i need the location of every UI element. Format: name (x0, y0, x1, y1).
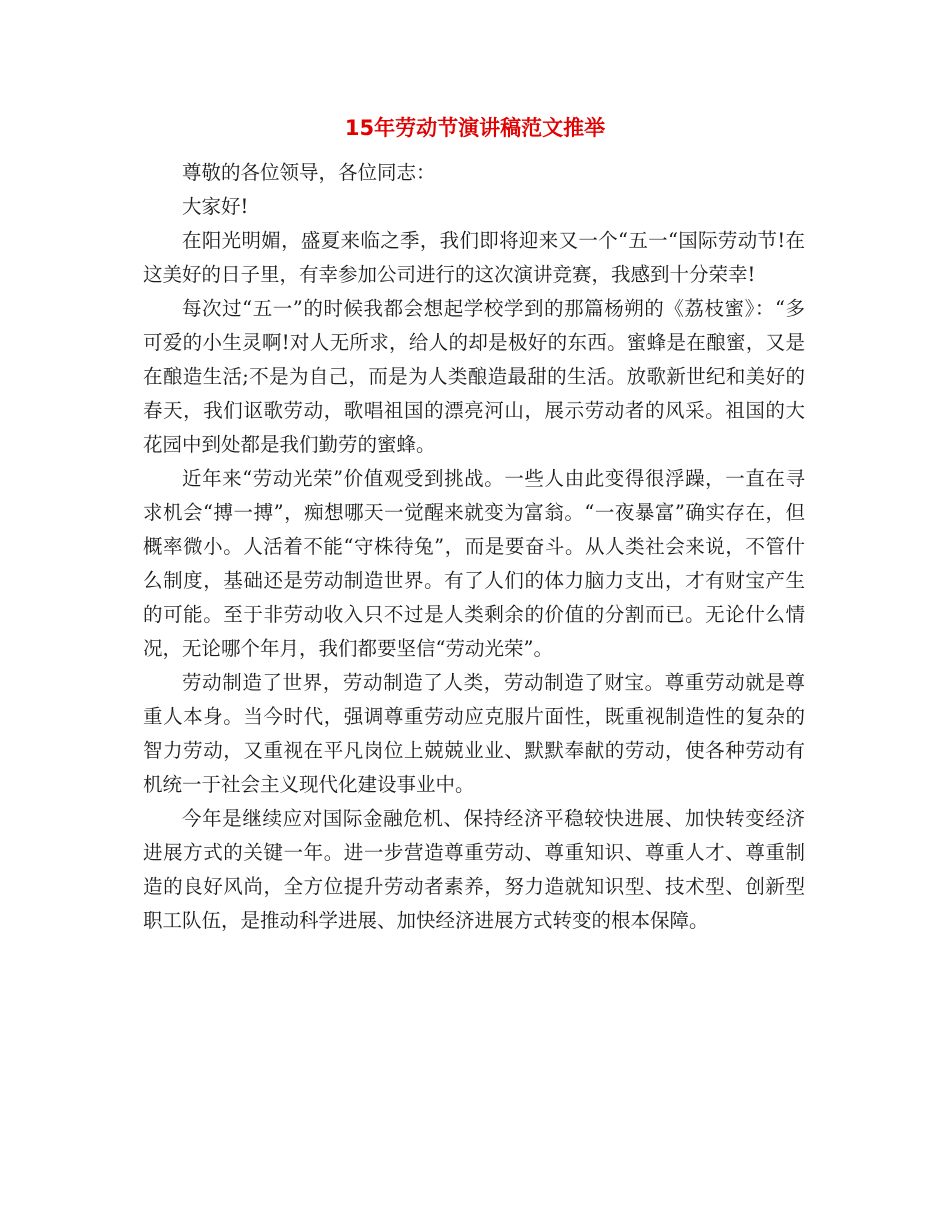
body-paragraph: 每次过“五一”的时候我都会想起学校学到的那篇杨朔的《荔枝蜜》：“多可爱的小生灵啊!对人无所求，给人的却是极好的东西。蜜蜂是在酿蜜，又是在酿造生活;不是为自己，而是为人类酿造最甜的生活。放歌新世纪和美好的春天，我们讴歌劳动，歌唱祖国的漂亮河山，展示劳动者的风采。祖国的大花园中到处都是我们勤劳的蜜蜂。 (143, 297, 805, 456)
body-paragraph: 劳动制造了世界，劳动制造了人类，劳动制造了财宝。尊重劳动就是尊重人本身。当今时代，强调尊重劳动应克服片面性，既重视制造性的复杂的智力劳动，又重视在平凡岗位上兢兢业业、默默奉献的劳动，使各种劳动有机统一于社会主义现代化建设事业中。 (143, 671, 805, 796)
body-paragraph: 在阳光明媚，盛夏来临之季，我们即将迎来又一个“五一“国际劳动节!在这美好的日子里，有幸参加公司进行的这次演讲竞赛，我感到十分荣幸! (143, 229, 805, 286)
body-paragraph: 近年来“劳动光荣”价值观受到挑战。一些人由此变得很浮躁，一直在寻求机会“搏一搏”，痴想哪天一觉醒来就变为富翁。“一夜暴富”确实存在，但概率微小。人活着不能“守株待兔”，而是要奋斗。从人类社会来说，不管什么制度，基础还是劳动制造世界。有了人们的体力脑力支出，才有财宝产生的可能。至于非劳动收入只不过是人类剩余的价值的分割而已。无论什么情况，无论哪个年月，我们都要坚信“劳动光荣”。 (143, 467, 805, 660)
document-title: 15年劳动节演讲稿范文推举 (344, 116, 606, 140)
salutation: 尊敬的各位领导，各位同志： (182, 161, 436, 184)
greeting: 大家好! (182, 195, 249, 218)
document-body (143, 156, 805, 938)
body-paragraph: 今年是继续应对国际金融危机、保持经济平稳较快进展、加快转变经济进展方式的关键一年。进一步营造尊重劳动、尊重知识、尊重人才、尊重制造的良好风尚，全方位提升劳动者素养，努力造就知识型、技术型、创新型职工队伍，是推动科学进展、加快经济进展方式转变的根本保障。 (143, 807, 805, 932)
